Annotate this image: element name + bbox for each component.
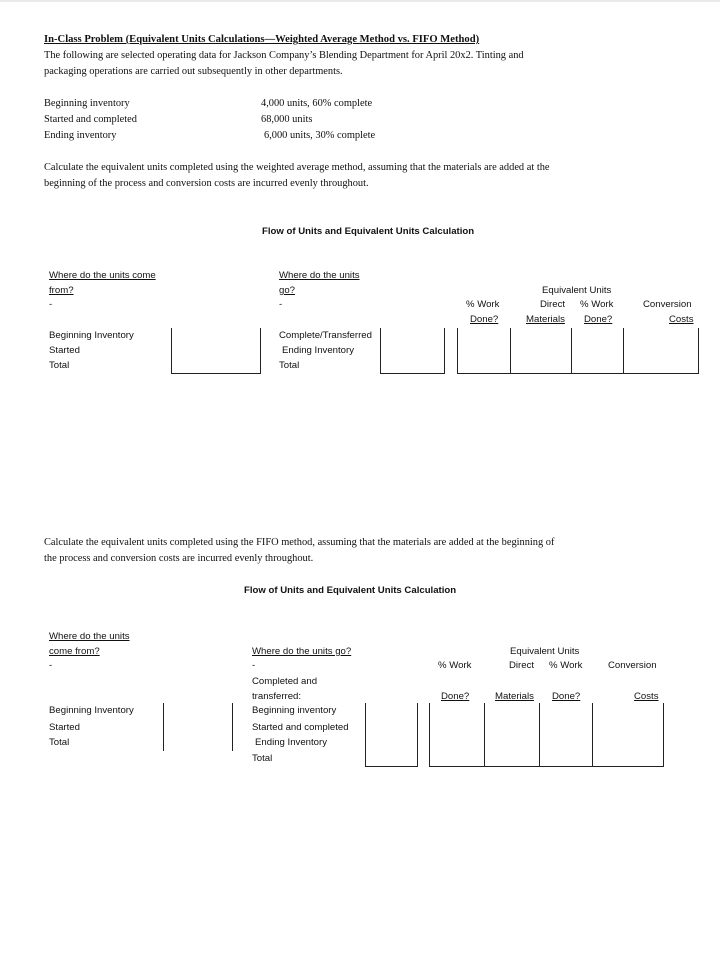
wa-table-heading: Flow of Units and Equivalent Units Calculation — [262, 226, 475, 237]
wa-from-row-started: Started — [49, 345, 80, 356]
page-title: In-Class Problem (Equivalent Units Calculations—Weighted Average Method vs. FIFO Method) — [44, 34, 480, 45]
data-label-beginning: Beginning inventory — [44, 98, 130, 109]
fifo-table-heading: Flow of Units and Equivalent Units Calculation — [244, 585, 457, 596]
data-label-ending: Ending inventory — [44, 130, 117, 141]
fifo-from-header-1: Where do the units — [49, 631, 130, 642]
fifo-go-row-completed: Completed and — [252, 676, 318, 687]
fifo-go-row-ending: Ending Inventory — [255, 737, 327, 748]
fifo-done-header: Done? — [441, 691, 470, 702]
intro-line-2: packaging operations are carried out subsequently in other departments. — [44, 66, 343, 77]
wa-pct-work-header: % Work — [466, 299, 500, 310]
fifo-materials-header: Materials — [495, 691, 534, 702]
wa-go-row-total: Total — [279, 360, 300, 371]
wa-from-row-total: Total — [49, 360, 70, 371]
fifo-instruction-line-2: the process and conversion costs are incurred evenly throughout. — [44, 553, 314, 564]
wa-costs-header: Costs — [669, 314, 694, 325]
fifo-pct-work-2-header: % Work — [549, 660, 583, 671]
wa-instruction-line-1: Calculate the equivalent units completed using the weighted average method, assuming that the materials are added at the — [44, 162, 550, 173]
data-label-started: Started and completed — [44, 114, 137, 125]
fifo-direct-header: Direct — [509, 660, 535, 671]
data-value-ending: 6,000 units, 30% complete — [264, 130, 376, 141]
data-value-beginning: 4,000 units, 60% complete — [261, 98, 373, 109]
fifo-from-row-started: Started — [49, 722, 80, 733]
wa-materials-header: Materials — [526, 314, 565, 325]
fifo-conversion-header: Conversion — [608, 660, 657, 671]
fifo-go-dash: - — [252, 660, 256, 671]
intro-line-1: The following are selected operating data for Jackson Company’s Blending Department for April 20x2. Tinting and — [44, 50, 524, 61]
fifo-go-row-total: Total — [252, 753, 273, 764]
fifo-from-header-2: come from? — [49, 646, 100, 657]
fifo-from-dash: - — [49, 660, 53, 671]
wa-from-header-1: Where do the units come — [49, 270, 156, 281]
page-top-edge — [0, 0, 720, 2]
wa-go-header-1: Where do the units — [279, 270, 360, 281]
wa-go-header-2: go? — [279, 285, 296, 296]
wa-pct-work-2-header: % Work — [580, 299, 614, 310]
data-value-started: 68,000 units — [261, 114, 313, 125]
fifo-go-row-started-completed: Started and completed — [252, 722, 349, 733]
fifo-equivalent-units-header: Equivalent Units — [510, 646, 580, 657]
wa-done-header: Done? — [470, 314, 499, 325]
wa-done-2-header: Done? — [584, 314, 613, 325]
fifo-done-2-header: Done? — [552, 691, 581, 702]
wa-direct-header: Direct — [540, 299, 566, 310]
wa-from-dash: - — [49, 299, 53, 310]
wa-equivalent-units-header: Equivalent Units — [542, 285, 612, 296]
fifo-instruction-line-1: Calculate the equivalent units completed using the FIFO method, assuming that the materials are added at the beginning of — [44, 537, 555, 548]
fifo-go-row-beginning-inventory: Beginning inventory — [252, 705, 337, 716]
fifo-go-row-transferred: transferred: — [252, 691, 302, 702]
fifo-from-row-beginning: Beginning Inventory — [49, 705, 134, 716]
wa-from-header-2: from? — [49, 285, 74, 296]
fifo-pct-work-header: % Work — [438, 660, 472, 671]
wa-from-row-beginning: Beginning Inventory — [49, 330, 134, 341]
wa-conversion-header: Conversion — [643, 299, 692, 310]
wa-instruction-line-2: beginning of the process and conversion costs are incurred evenly throughout. — [44, 178, 369, 189]
wa-go-dash: - — [279, 299, 283, 310]
wa-go-row-transferred: Complete/Transferred — [279, 330, 372, 341]
wa-go-row-ending: Ending Inventory — [282, 345, 354, 356]
fifo-costs-header: Costs — [634, 691, 659, 702]
fifo-go-header: Where do the units go? — [252, 646, 352, 657]
fifo-from-row-total: Total — [49, 737, 70, 748]
